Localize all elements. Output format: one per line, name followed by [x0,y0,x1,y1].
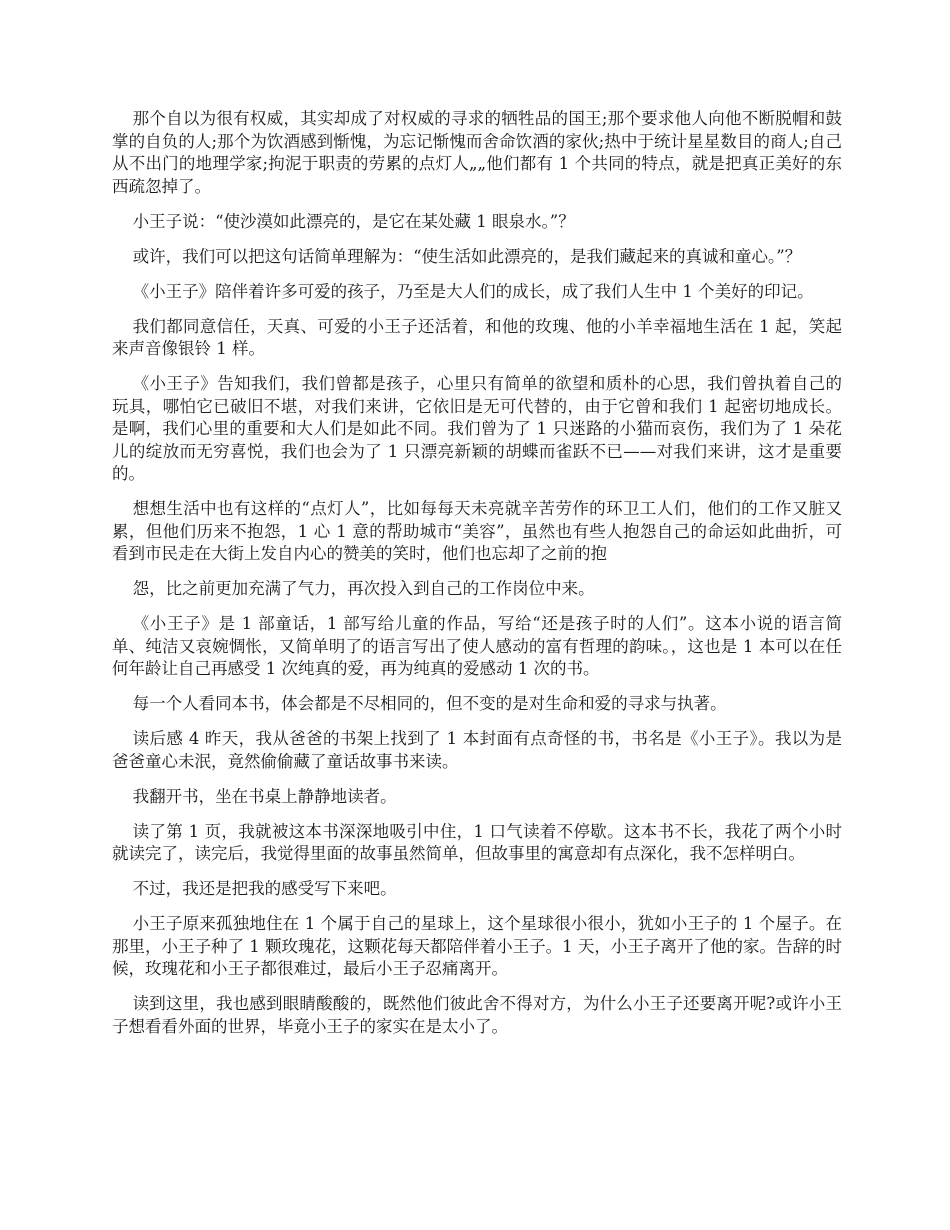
paragraph-still-alive: 我们都同意信任，天真、可爱的小王子还活着，和他的玫瑰、他的小羊幸福地生活在 1 起，笑起来声音像银铃 1 样。 [112,316,842,358]
paragraph-desert-quote: 小王子说：“使沙漠如此漂亮的，是它在某处藏 1 眼泉水。”？ [132,211,575,231]
document-page [112,108,842,1051]
paragraph-lamplighters-continued: 怨，比之前更加充满了气力，再次投入到自己的工作岗位中来。 [132,579,595,598]
paragraph-write-feelings: 不过，我还是把我的感受写下来吧。 [132,879,397,898]
paragraph-review-4-start: 读后感 4 昨天，我从爸爸的书架上找到了 1 本封面有点奇怪的书，书名是《小王子》。我以为是爸爸童心未泯，竟然偷偷藏了童话故事书来读。 [112,729,842,771]
paragraph-life-quote: 或许，我们可以把这句话简单理解为：“使生活如此漂亮的，是我们藏起来的真诚和童心。”？ [132,246,802,266]
paragraph-companion: 《小王子》陪伴着许多可爱的孩子，乃至是大人们的成长，成了我们人生中 1 个美好的印记。 [132,281,814,301]
paragraph-open-book: 我翻开书，坐在书桌上静静地读者。 [132,786,397,806]
paragraph-childhood: 《小王子》告知我们，我们曾都是孩子，心里只有简单的欲望和质朴的心思，我们曾执着自己的玩具，哪怕它已破旧不堪，对我们来讲，它依旧是无可代替的，由于它曾和我们 1 起密切地成长。是啊，我们心里的重要和大人们是如此不同。我们曾为了 1 只迷路的小猫而哀伤，我们为了 1 朵花儿的绽放而无穷喜悦，我们也会为了 1 只漂亮新颖的胡蝶而雀跃不已——对我们来讲，这才是重要的。 [112,374,842,483]
paragraph-planet: 小王子原来孤独地住在 1 个属于自己的星球上，这个星球很小很小，犹如小王子的 1 个屋子。在那里，小王子种了 1 颗玫瑰花，这颗花每天都陪伴着小王子。1 天，小王子离开了他的家。告辞的时候，玫瑰花和小王子都很难过，最后小王子忍痛离开。 [112,914,842,978]
paragraph-lamplighters: 想想生活中也有这样的“点灯人”，比如每每天未亮就辛苦劳作的环卫工人们，他们的工作又脏又累，但他们历来不抱怨，1 心 1 意的帮助城市“美容”，虽然也有些人抱怨自己的命运如此曲折，可看到市民走在大街上发自内心的赞美的笑时，他们也忘却了之前的抱 [112,499,842,563]
paragraph-fairy-tale: 《小王子》是 1 部童话，1 部写给儿童的作品，写给“还是孩子时的人们”。这本小说的语言简单、纯洁又哀婉惆怅，又简单明了的语言写出了使人感动的富有哲理的韵味。，这也是 1 本可以在任何年龄让自己再感受 1 次纯真的爱，再为纯真的爱感动 1 次的书。 [112,614,842,678]
paragraph-sad-eyes: 读到这里，我也感到眼睛酸酸的，既然他们彼此舍不得对方，为什么小王子还要离开呢?或许小王子想看看外面的世界，毕竟小王子的家实在是太小了。 [112,994,842,1036]
paragraph-kings-and-characters: 那个自以为很有权威，其实却成了对权威的寻求的牺牲品的国王;那个要求他人向他不断脱帽和鼓掌的自负的人;那个为饮酒感到惭愧，为忘记惭愧而舍命饮酒的家伙;热中于统计星星数目的商人;自己从不出门的地理学家;拘泥于职责的劳累的点灯人„„他们都有 1 个共同的特点，就是把真正美好的东西疏忽掉了。 [112,109,842,196]
paragraph-first-page: 读了第 1 页，我就被这本书深深地吸引中住，1 口气读着不停歇。这本书不长，我花了两个小时就读完了，读完后，我觉得里面的故事虽然简单，但故事里的寓意却有点深化，我不怎样明白。 [112,821,842,863]
paragraph-everyone-reads: 每一个人看同本书，体会都是不尽相同的，但不变的是对生命和爱的寻求与执著。 [132,694,727,713]
